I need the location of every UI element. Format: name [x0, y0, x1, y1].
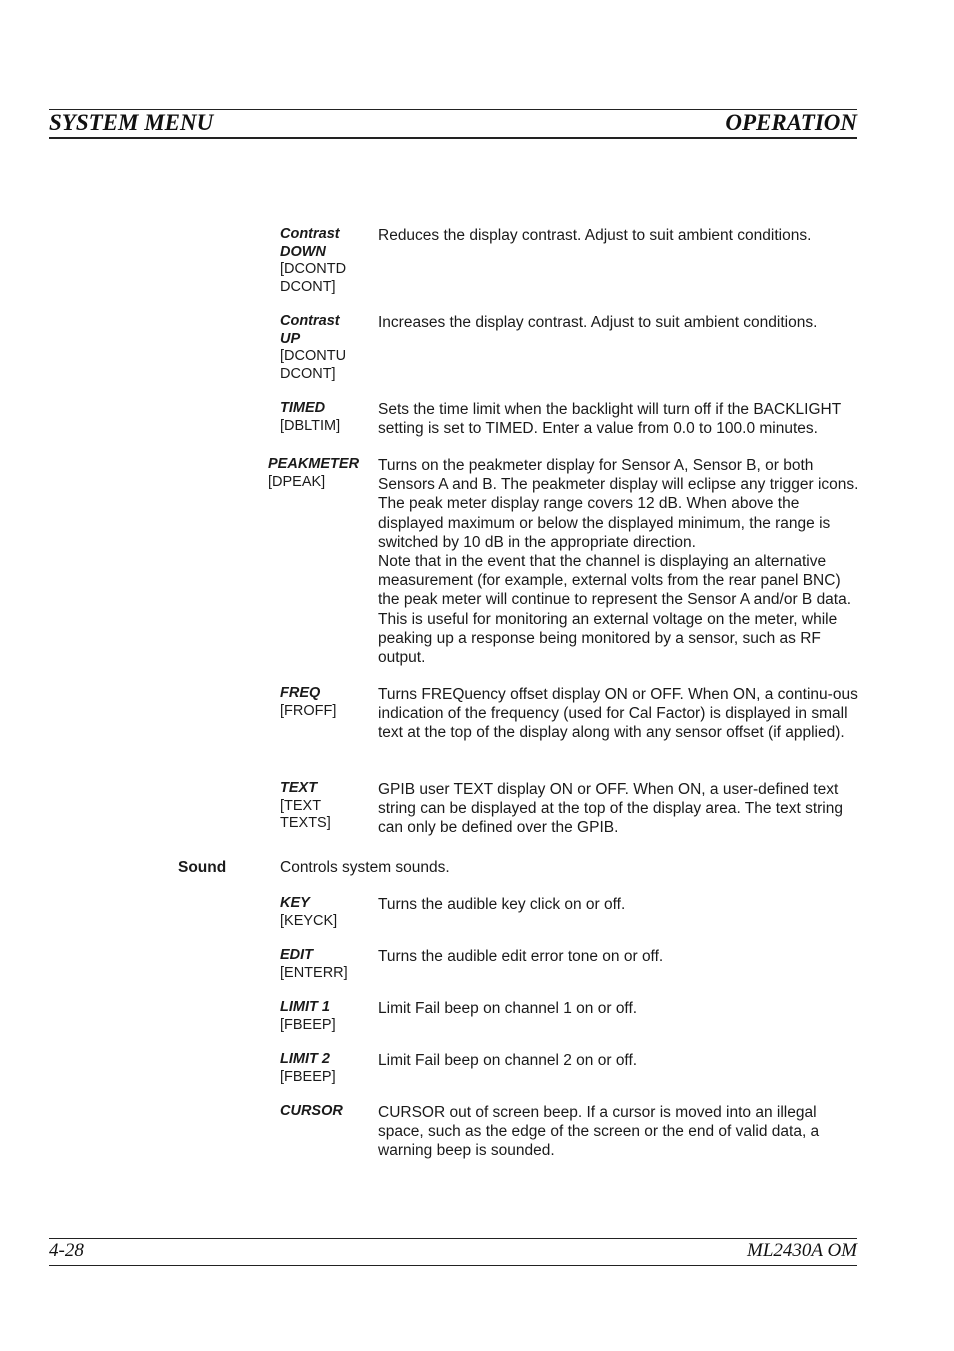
- entry-description: [378, 226, 860, 245]
- entry-command: [DCONTU: [280, 348, 347, 364]
- entry-key: [280, 313, 346, 383]
- entry-command: DCONT]: [280, 365, 336, 382]
- entry-key: [280, 1103, 343, 1121]
- entry-name: Contrast: [280, 226, 340, 242]
- entry-key: [280, 780, 331, 833]
- entry-key: [280, 400, 340, 435]
- entry-command: [FROFF]: [280, 702, 337, 719]
- entry-key: [280, 1051, 336, 1086]
- entry-command: [FBEEP]: [280, 1016, 336, 1033]
- section-heading-sound: Sound: [178, 859, 227, 876]
- entry-description: [378, 780, 860, 838]
- section-description: Controls system sounds.: [280, 859, 450, 876]
- entry-description: [378, 1103, 860, 1161]
- header-bottom-rule: [49, 137, 857, 139]
- entry-name: LIMIT 1: [280, 999, 330, 1015]
- entry-command: [TEXT: [280, 797, 322, 814]
- description-paragraph: Turns the audible edit error tone on or off.: [378, 948, 664, 965]
- description-paragraph: Note that in the event that the channel is displaying an alternative measurement (for example, external volts from the rear panel BNC) the peak meter will continue to represent the Sensor A and/or B data. This is useful for monitoring an external voltage on the meter, while peaking up a response being monitored by a sensor, such as RF output.: [378, 553, 852, 667]
- entry-key: [280, 226, 346, 296]
- description-paragraph: CURSOR out of screen beep. If a cursor is moved into an illegal space, such as the edge of the screen or the end of valid data, a warning beep is sounded.: [378, 1104, 820, 1160]
- entry-command: [DCONTD: [280, 261, 347, 277]
- entry-name: TIMED: [280, 400, 326, 416]
- header-section-title: SYSTEM MENU: [49, 110, 214, 135]
- entry-key: [280, 999, 336, 1034]
- document-id: ML2430A OM: [747, 1240, 857, 1261]
- header-chapter-title: OPERATION: [725, 110, 857, 135]
- entry-description: [378, 999, 860, 1018]
- entry-name: CURSOR: [280, 1103, 343, 1119]
- entry-name: EDIT: [280, 947, 314, 963]
- entry-description: [378, 947, 860, 966]
- entry-key: [280, 895, 337, 930]
- footer-top-rule: [49, 1238, 857, 1239]
- description-paragraph: Turns FREQuency offset display ON or OFF. When ON, a continu-ous indication of the frequency (used for Cal Factor) is displayed in small text at the top of the display along with any sensor offset (if applied).: [378, 686, 858, 742]
- entry-command: [DBLTIM]: [280, 417, 341, 434]
- description-paragraph: Limit Fail beep on channel 1 on or off.: [378, 1000, 638, 1017]
- description-paragraph: Limit Fail beep on channel 2 on or off.: [378, 1052, 638, 1069]
- entry-description: [378, 313, 860, 332]
- entry-name: FREQ: [280, 685, 321, 701]
- description-paragraph: Reduces the display contrast. Adjust to suit ambient conditions.: [378, 227, 812, 244]
- entry-key: [280, 685, 336, 720]
- entry-key: [280, 947, 348, 982]
- description-paragraph: Increases the display contrast. Adjust to suit ambient conditions.: [378, 314, 818, 331]
- entry-name: KEY: [280, 895, 310, 911]
- entry-command: TEXTS]: [280, 815, 331, 831]
- entry-description: [378, 400, 860, 438]
- entry-command: [KEYCK]: [280, 912, 338, 929]
- entry-command: DCONT]: [280, 278, 336, 295]
- description-paragraph: Turns on the peakmeter display for Sensor A, Sensor B, or both Sensors A and B. The peakmeter display will eclipse any trigger icons. The peak meter display range covers 12 dB. When above the displayed maximum or below the displayed minimum, the range is switched by 10 dB in the appropriate direction.: [378, 457, 859, 551]
- entry-command: [DPEAK]: [268, 473, 326, 490]
- entry-name: UP: [280, 330, 301, 347]
- entry-description: [378, 456, 860, 667]
- entry-name: Contrast: [280, 313, 340, 329]
- entry-description: [378, 685, 860, 743]
- entry-name: TEXT: [280, 780, 318, 796]
- page-number: 4-28: [49, 1240, 84, 1261]
- entry-command: [FBEEP]: [280, 1068, 336, 1085]
- entry-name: PEAKMETER: [268, 456, 360, 472]
- entry-key: [268, 456, 359, 491]
- entry-description: [378, 1051, 860, 1070]
- entry-command: [ENTERR]: [280, 964, 348, 981]
- description-paragraph: Sets the time limit when the backlight will turn off if the BACKLIGHT setting is set to TIMED. Enter a value from 0.0 to 100.0 minutes.: [378, 401, 841, 438]
- entry-name: LIMIT 2: [280, 1051, 330, 1067]
- entry-description: [378, 895, 860, 914]
- entry-name: DOWN: [280, 243, 326, 260]
- description-paragraph: GPIB user TEXT display ON or OFF. When ON, a user-defined text string can be displayed at the top of the display area. The text string can only be defined over the GPIB.: [378, 781, 843, 837]
- description-paragraph: Turns the audible key click on or off.: [378, 896, 626, 913]
- footer-bottom-rule: [49, 1265, 857, 1266]
